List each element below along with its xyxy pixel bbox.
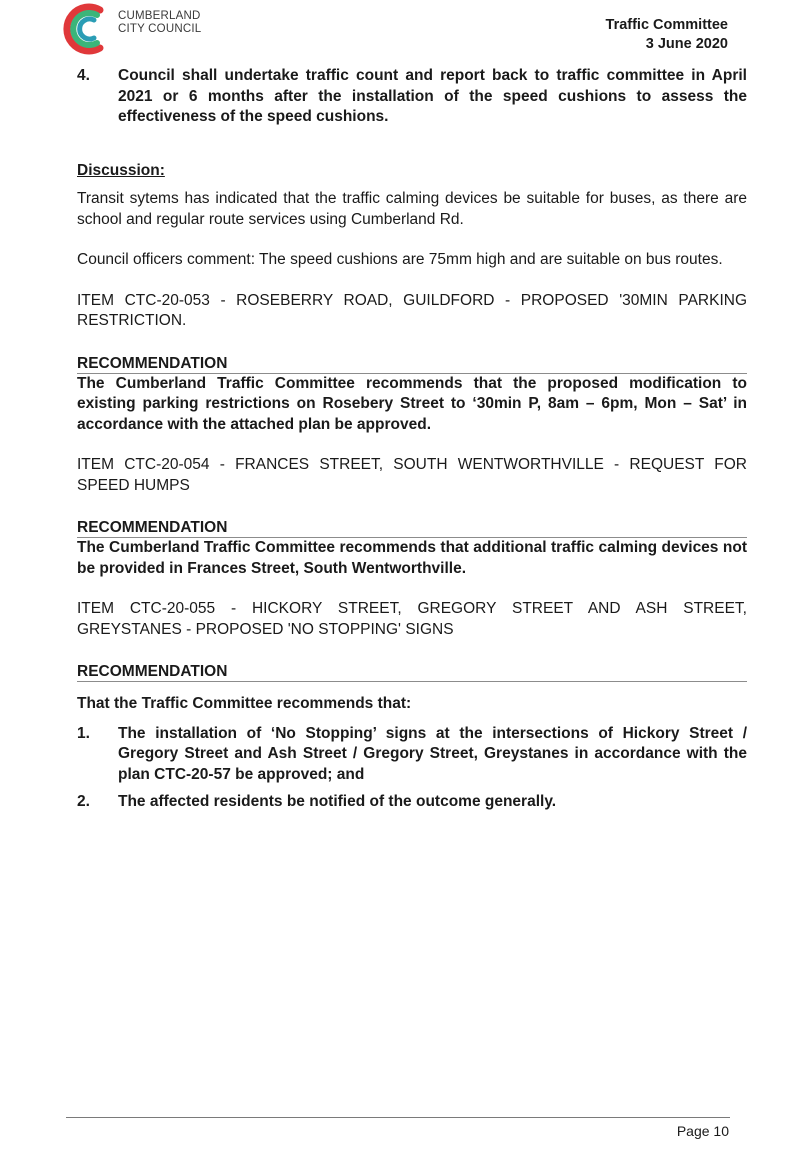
discussion-heading: Discussion: (77, 161, 165, 179)
council-logo (56, 0, 216, 56)
item-054-title: ITEM CTC-20-054 - FRANCES STREET, SOUTH WENTWORTHVILLE - REQUEST FOR SPEED HUMPS (77, 456, 747, 494)
document-header (606, 16, 728, 54)
item-055-recommendation-heading: RECOMMENDATION (77, 662, 747, 682)
list-item-text: The affected residents be notified of the outcome generally. (118, 793, 557, 810)
item-text: Council shall undertake traffic count and report back to traffic committee in April 2021 or 6 months after the installation of the speed cushions to assess the effectiveness of the speed cushions. (118, 67, 747, 125)
item-053-recommendation-text: The Cumberland Traffic Committee recommends that the proposed modification to existing parking restrictions on Rosebery Street to ‘30min P, 8am – 6pm, Mon – Sat’ in accordance with the attached plan be approved. (77, 374, 747, 433)
page-number: Page 10 (676, 1123, 729, 1139)
item-054-recommendation-heading: RECOMMENDATION (77, 518, 747, 538)
item-053-title: ITEM CTC-20-053 - ROSEBERRY ROAD, GUILDFORD - PROPOSED '30MIN PARKING RESTRICTION. (77, 291, 747, 329)
item-054-recommendation-text: The Cumberland Traffic Committee recommends that additional traffic calming devices not be provided in Frances Street, South Wentworthville. (77, 539, 747, 577)
footer-divider (66, 1117, 730, 1118)
discussion-paragraph-1: Transit sytems has indicated that the traffic calming devices be suitable for buses, as there are school and regular route services using Cumberland Rd. (77, 190, 747, 228)
item-number: 4. (77, 67, 90, 84)
meeting-date: 3 June 2020 (645, 36, 728, 52)
logo-line1: CUMBERLAND (118, 10, 201, 22)
discussion-paragraph-2: Council officers comment: The speed cushions are 75mm high and are suitable on bus routes. (77, 251, 723, 268)
list-item-number: 2. (77, 793, 90, 810)
logo-wordmark (118, 10, 201, 36)
logo-line2: CITY COUNCIL (118, 23, 202, 35)
list-item-text: The installation of ‘No Stopping’ signs at the intersections of Hickory Street / Gregory Street and Ash Street / Gregory Street, Greystanes in accordance with the plan CTC-20-57 be approved; and (118, 724, 747, 783)
council-logo-icon (56, 0, 116, 56)
document-body (77, 66, 747, 813)
list-item (77, 792, 747, 813)
item-053-recommendation-heading: RECOMMENDATION (77, 354, 747, 374)
list-item-number: 1. (77, 724, 90, 742)
item-055-title: ITEM CTC-20-055 - HICKORY STREET, GREGORY STREET AND ASH STREET, GREYSTANES - PROPOSED 'NO STOPPING' SIGNS (77, 600, 747, 638)
committee-name: Traffic Committee (605, 17, 728, 33)
recommendation-item-4 (77, 66, 747, 128)
list-item (77, 724, 747, 786)
item-055-intro: That the Traffic Committee recommends that: (77, 695, 412, 712)
